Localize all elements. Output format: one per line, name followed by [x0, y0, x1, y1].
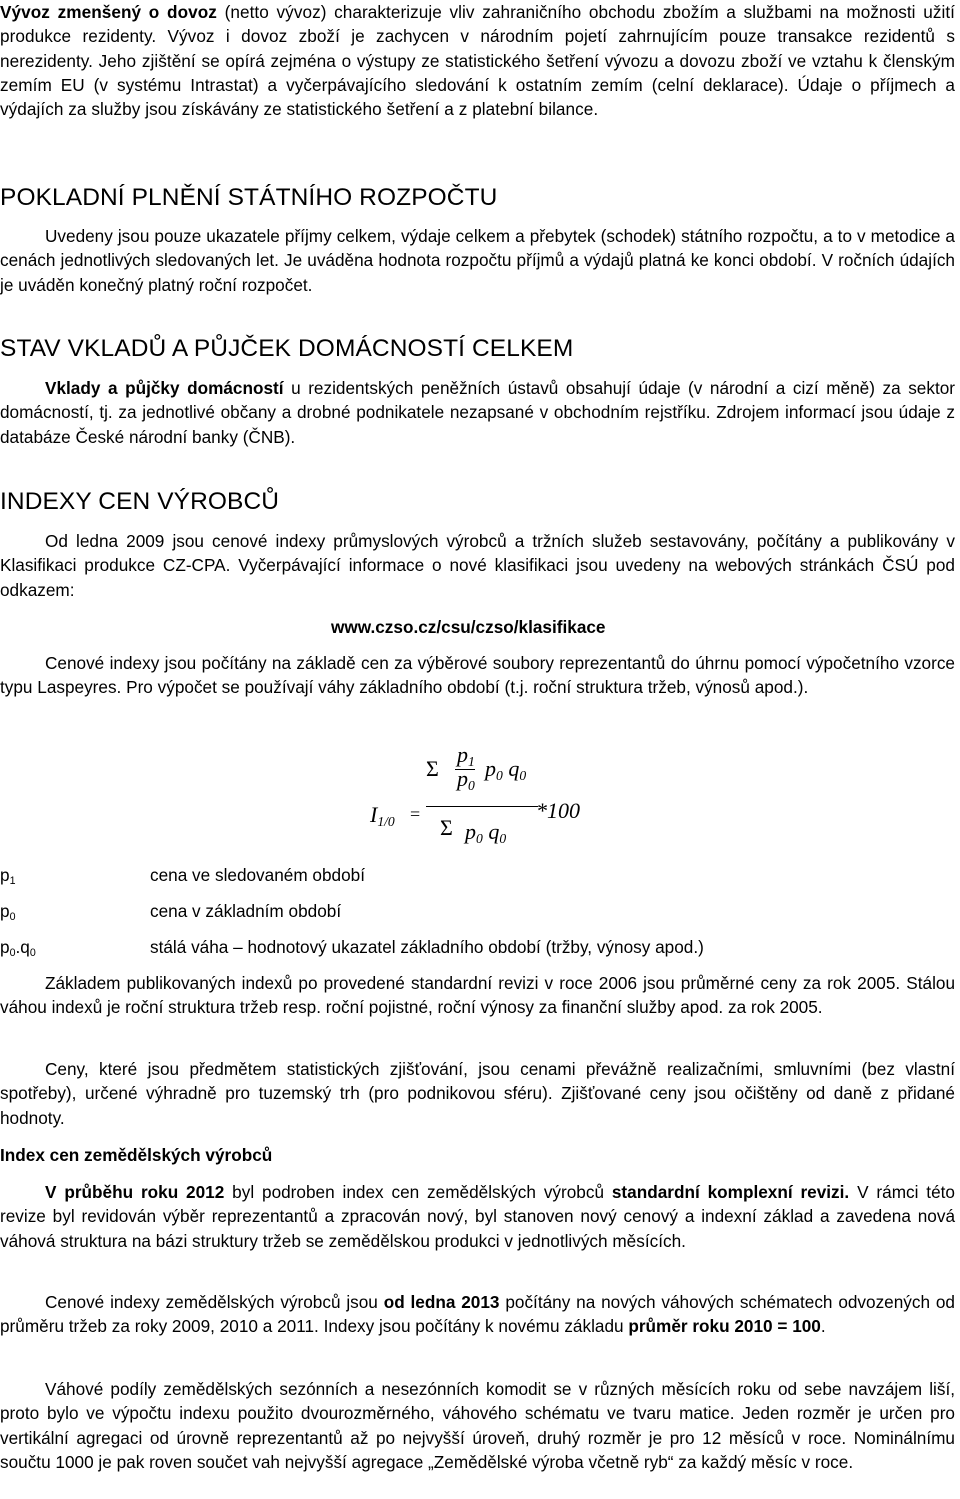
sigma-symbol: Σ	[426, 756, 439, 781]
def-symbol-p0: $p_0$	[0, 901, 16, 923]
heading-household-deposits: STAV VKLADŮ A PŮJČEK DOMÁCNOSTÍ CELKEM	[0, 335, 574, 362]
def-symbol-p0q0: $p_0.q_0$	[0, 937, 36, 959]
paragraph-household-deposits	[0, 376, 955, 449]
heading-state-budget: POKLADNÍ PLNĚNÍ STÁTNÍHO ROZPOČTU	[0, 184, 498, 211]
paragraph-netto-export	[0, 0, 955, 121]
paragraph-from-2013: Cenové indexy zemědělských výrobců jsou od ledna 2013 počítány na nových váhových schématech odvozených od průměru tržeb za roky 2009, 2010 a 2011. Indexy jsou počítány k novému základu průměr roku 2010 = 100.	[0, 1292, 955, 1337]
bold-revision-type: standardní komplexní revizi.	[611, 1182, 850, 1202]
paragraph-revision-2012: V průběhu roku 2012 byl podroben index cen zemědělských výrobců standardní komplexní revizi. V rámci této revize byl revidován výběr reprezentantů a zpracován nový, byl stanoven nový cenový a indexní základ a zavedena nová váhová struktura na bázi struktury tržeb se zemědělskou produkci v jednotlivých měsících.	[0, 1182, 955, 1251]
paragraph-weights-matrix: Váhové podíly zemědělských sezónních a nesezónních komodit se v různých měsících roku od sebe navzájem liší, proto bylo ve výpočtu indexu použito dvourozměrného, váhového schématu ve tvaru matice. Jeden rozměr je určen pro vertikální agregaci od úrovně reprezentantů až po nejvyšší úroveň, druhý rozměr je pro 12 měsíců v roce. Nominálnímu součtu 1000 je pak roven součet vah nejvyšší agregace „Zemědělské výroba včetně ryb“ za každý měsíc v roce.	[0, 1379, 955, 1472]
sigma-symbol-denominator: Σ	[440, 815, 453, 840]
def-text-p1: cena ve sledovaném období	[150, 865, 365, 885]
formula-p0-inner: $p_0$	[457, 766, 475, 793]
paragraph-laspeyres: Cenové indexy jsou počítány na základě cen za výběrové soubory reprezentantů do úhrnu pomocí výpočetního vzorce typu Laspeyres. Pro výpočet se používají váhy základního období (t.j. roční struktura tržeb, výnosů apod.).	[0, 653, 955, 698]
formula-multiplier: *100	[536, 798, 580, 823]
paragraph-prices: Ceny, které jsou předmětem statistických zjišťování, jsou cenami převážně realizačními, smluvními (bez vlastní spotřeby), určené výhradně pro tuzemský trh (pro podnikovou sféru). Zjišťované ceny jsou očištěny od daně z přidané hodnoty.	[0, 1059, 955, 1128]
formula-equals: =	[410, 804, 421, 824]
def-text-p0q0: stálá váha – hodnotový ukazatel základního období (tržby, výnosy apod.)	[150, 937, 704, 957]
formula-index-symbol: $I_{1/0}$	[370, 802, 395, 829]
formula-p0-q0-top: $p_0$ $q_0$	[485, 756, 527, 783]
formula-p0-q0-bottom: $p_0$ $q_0$	[465, 819, 507, 846]
def-text-p0: cena v základním období	[150, 901, 342, 921]
fraction-line-main	[426, 806, 538, 807]
heading-producer-price-indices: INDEXY CEN VÝROBCŮ	[0, 488, 280, 515]
paragraph-text: (netto vývoz) charakterizuje vliv zahraničního obchodu zbožím a službami na možnosti užití produkce rezidenty. Vývoz i dovoz zboží je zachycen v národním pojetí zahrnujícím pouze transakce rezidentů s nerezidenty. Jeho zjištění se opírá zejména o výstupy ze statistického šetření vývozu a dovozu zboží ve vztahu k členským zemím EU (v systému Intrastat) a vyčerpávajícího sledování k ostatním zemím (celní deklarace). Údaje o příjmech a výdajích za služby jsou získávány ze statistického šetření a z platební bilance.	[0, 2, 955, 120]
def-symbol-p1: $p_1$	[0, 865, 16, 887]
paragraph-base-2005: Základem publikovaných indexů po provedené standardní revizi v roce 2006 jsou průměrné ceny za rok 2005. Stálou váhou indexů je roční struktura tržeb resp. roční pojistné, roční výnosy za finanční služby apod. za rok 2005.	[0, 973, 955, 1018]
bold-base-year: průměr roku 2010 = 100	[628, 1316, 821, 1337]
laspeyres-formula	[360, 742, 620, 862]
term-deposits-loans: Vklady a půjčky domácností	[45, 378, 284, 398]
term-netto-export: Vývoz zmenšený o dovoz	[0, 2, 217, 22]
bold-revision-year: V průběhu roku 2012	[45, 1182, 225, 1202]
paragraph-cz-cpa: Od ledna 2009 jsou cenové indexy průmyslových výrobců a tržních služeb sestavovány, počítány a publikovány v Klasifikaci produkce CZ-CPA. Vyčerpávající informace o nové klasifikaci jsou uvedeny na webových stránkách ČSÚ pod odkazem:	[0, 531, 955, 600]
bold-from-2013: od ledna 2013	[383, 1292, 500, 1312]
formula-p1: $p_1$	[457, 742, 475, 769]
heading-agricultural-index: Index cen zemědělských výrobců	[0, 1145, 273, 1165]
paragraph-text: u rezidentských peněžních ústavů obsahují údaje (v národní a cizí měně) za sektor domácností, tj. za jednotlivé občany a drobné podnikatele nezapsané v obchodním rejstříku. Zdrojem informací jsou údaje z databáze České národní banky (ČNB).	[0, 378, 955, 447]
classification-link[interactable]: www.czso.cz/csu/czso/klasifikace	[331, 617, 606, 637]
paragraph-state-budget: Uvedeny jsou pouze ukazatele příjmy celkem, výdaje celkem a přebytek (schodek) státního rozpočtu, a to v metodice a cenách jednotlivých sledovaných let. Je uváděna hodnota rozpočtu příjmů a výdajů platná ke konci období. V ročních údajích je uváděn konečný platný roční rozpočet.	[0, 226, 955, 295]
